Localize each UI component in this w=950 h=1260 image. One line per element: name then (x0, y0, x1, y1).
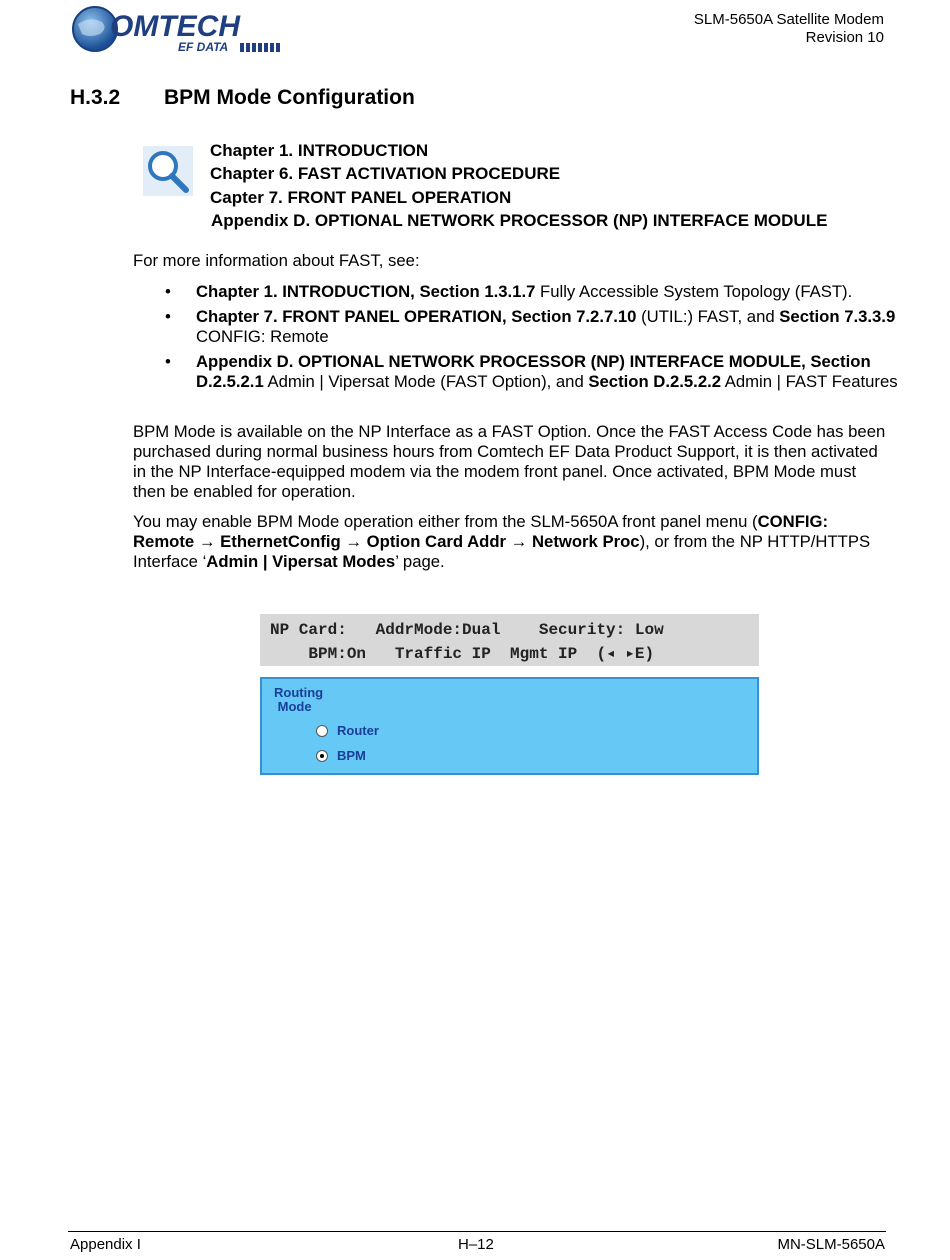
bpm-option[interactable] (316, 748, 366, 763)
arrow-icon: → (340, 532, 367, 551)
paragraph-bpm-availability: BPM Mode is available on the NP Interface as a FAST Option. Once the FAST Access Code has been purchased during normal business hours from Comtech EF Data Product Support, it is then activated in the NP Interface-equipped modem via the modem front panel. Once activated, BPM Mode must then be enabled for operation. (133, 422, 886, 501)
footer-left: Appendix I (70, 1236, 141, 1253)
bpm-radio[interactable] (316, 750, 328, 762)
arrow-icon: → (194, 532, 221, 551)
menu-path-network-proc: Network Proc (531, 532, 640, 551)
routing-mode-title (274, 686, 323, 714)
bullet-text: (UTIL:) FAST, and (636, 307, 780, 326)
magnifier-icon (143, 146, 193, 196)
logo-wordmark: OMTECH (110, 10, 240, 43)
header-revision: Revision 10 (805, 29, 884, 46)
bullet-ref: Chapter 7. FRONT PANEL OPERATION, Section 7.2.7.10 (196, 307, 637, 326)
bullet-item: • Chapter 7. FRONT PANEL OPERATION, Section 7.2.7.10 (UTIL:) FAST, and Section 7.3.3.9 CONFIG: Remote (165, 307, 896, 346)
bullet-text: CONFIG: Remote (196, 327, 329, 346)
bpm-label: BPM (337, 748, 366, 763)
footer-right: MN-SLM-5650A (777, 1236, 885, 1253)
router-radio[interactable] (316, 725, 328, 737)
bullet-text: Fully Accessible System Topology (FAST). (535, 282, 853, 301)
lcd-line-2: BPM:On Traffic IP Mgmt IP (◂ ▸E) (270, 645, 655, 663)
router-label: Router (337, 723, 379, 738)
section-title: BPM Mode Configuration (164, 86, 415, 109)
reference-list (210, 139, 827, 233)
page-header (694, 11, 884, 47)
menu-path-option-card: Option Card Addr (366, 532, 507, 551)
intro-text: For more information about FAST, see: (133, 251, 420, 270)
routing-title-line: Routing (274, 685, 324, 700)
menu-path-config: CONFIG: Remote (133, 512, 829, 551)
bullet-ref: Section D.2.5.2.2 (588, 372, 722, 391)
reference-item: Chapter 6. FAST ACTIVATION PROCEDURE (210, 164, 561, 184)
lcd-line-1: NP Card: AddrMode:Dual Security: Low (270, 621, 664, 639)
bullet-list (165, 282, 905, 397)
arrow-icon: → (506, 532, 532, 551)
routing-mode-panel (260, 677, 759, 775)
comtech-logo (70, 4, 295, 56)
para-text: ’ page. (395, 552, 445, 571)
para-text: ), or from the NP HTTP/HTTPS Interface ‘ (133, 532, 871, 571)
header-product: SLM-5650A Satellite Modem (693, 11, 884, 28)
bullet-text: Admin | FAST Features (721, 372, 898, 391)
para-text: You may enable BPM Mode operation either from the SLM-5650A front panel menu ( (133, 512, 758, 531)
np-card-lcd-display (260, 614, 759, 666)
paragraph-enable-bpm (133, 512, 893, 572)
footer-page-number: H–12 (458, 1236, 494, 1253)
router-option[interactable] (316, 723, 379, 738)
footer-rule (68, 1231, 886, 1232)
web-page-name: Admin | Vipersat Modes (206, 552, 396, 571)
reference-item: Appendix D. OPTIONAL NETWORK PROCESSOR (NP) INTERFACE MODULE (211, 211, 828, 231)
bullet-item: • Chapter 1. INTRODUCTION, Section 1.3.1.7 Fully Accessible System Topology (FAST). (165, 282, 853, 301)
reference-item: Capter 7. FRONT PANEL OPERATION (210, 187, 512, 207)
section-number: H.3.2 (70, 86, 121, 109)
bullet-item: • Appendix D. OPTIONAL NETWORK PROCESSOR (NP) INTERFACE MODULE, Section D.2.5.2.1 Admin | Vipersat Mode (FAST Option), and Section D.2.5.2.2 Admin | FAST Features (165, 352, 898, 391)
routing-title-line: Mode (274, 699, 312, 714)
menu-path-ethernet: EthernetConfig (220, 532, 341, 551)
bullet-ref: Chapter 1. INTRODUCTION, Section 1.3.1.7 (196, 282, 536, 301)
bullet-ref: Appendix D. OPTIONAL NETWORK PROCESSOR (NP) INTERFACE MODULE, Section D.2.5.2.1 (196, 352, 871, 391)
bullet-text: Admin | Vipersat Mode (FAST Option), and (263, 372, 589, 391)
bullet-ref: Section 7.3.3.9 (779, 307, 896, 326)
logo-subtitle: EF DATA (178, 40, 229, 54)
reference-item: Chapter 1. INTRODUCTION (210, 141, 429, 160)
